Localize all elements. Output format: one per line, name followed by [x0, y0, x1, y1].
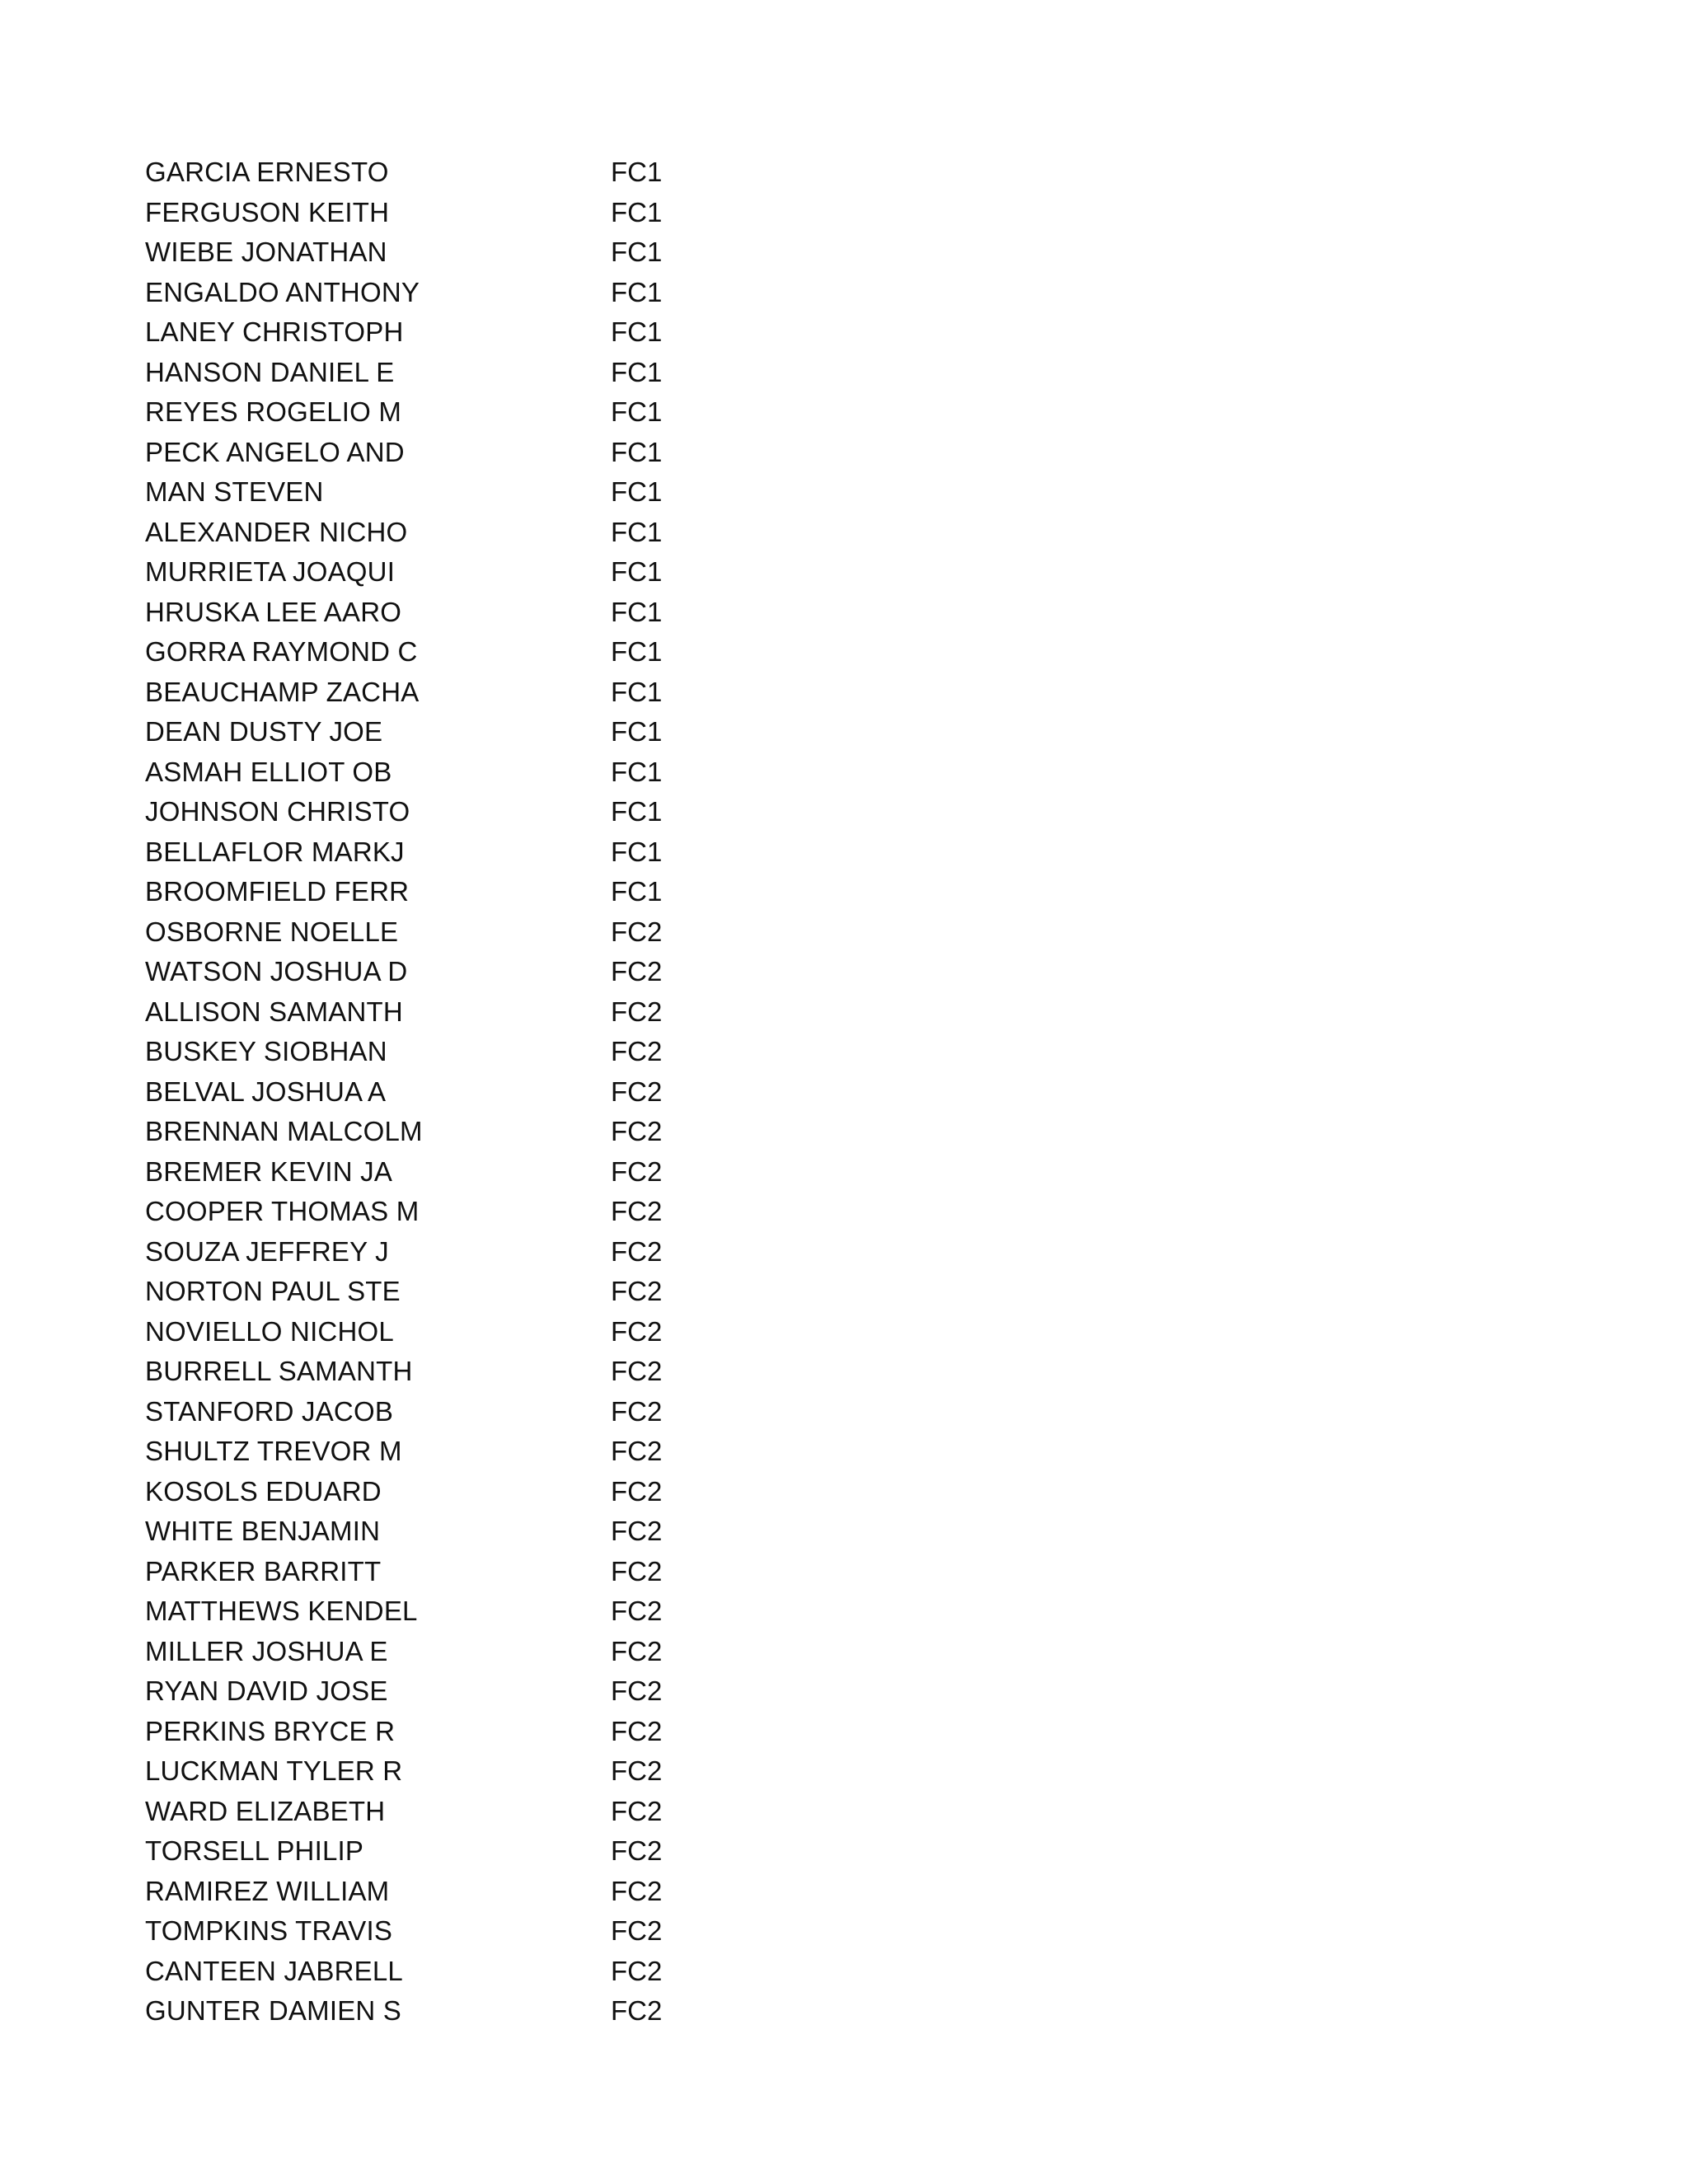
roster-row — [145, 1472, 722, 1512]
roster-name: WARD ELIZABETH — [145, 1795, 386, 1826]
roster-row — [145, 273, 722, 313]
roster-row — [145, 1312, 722, 1352]
roster-name: HANSON DANIEL E — [145, 356, 395, 387]
roster-row — [145, 992, 722, 1033]
roster-name: WHITE BENJAMIN — [145, 1516, 381, 1547]
roster-row — [145, 1432, 722, 1472]
roster-rate: FC1 — [611, 636, 663, 668]
roster-name: WIEBE JONATHAN — [145, 237, 387, 268]
roster-rate: FC1 — [611, 237, 663, 268]
roster-rate: FC1 — [611, 316, 663, 348]
roster-list — [145, 152, 722, 2032]
roster-name: BELLAFLOR MARKJ — [145, 836, 405, 867]
roster-rate: FC2 — [611, 1875, 663, 1906]
roster-row — [145, 1272, 722, 1312]
roster-row — [145, 1671, 722, 1712]
roster-row — [145, 1392, 722, 1432]
roster-name: MURRIETA JOAQUI — [145, 556, 396, 588]
roster-rate: FC2 — [611, 1755, 663, 1787]
roster-name: GORRA RAYMOND C — [145, 636, 418, 668]
roster-row — [145, 712, 722, 752]
roster-rate: FC2 — [611, 1915, 663, 1947]
roster-row — [145, 1831, 722, 1872]
roster-rate: FC2 — [611, 1076, 663, 1107]
roster-name: BELVAL JOSHUA A — [145, 1076, 387, 1107]
roster-name: BRENNAN MALCOLM — [145, 1116, 423, 1147]
roster-rate: FC1 — [611, 756, 663, 787]
roster-rate: FC2 — [611, 1835, 663, 1867]
roster-rate: FC1 — [611, 196, 663, 227]
roster-row — [145, 593, 722, 633]
roster-name: GARCIA ERNESTO — [145, 157, 389, 188]
roster-name: HRUSKA LEE AARO — [145, 596, 402, 627]
roster-name: CANTEEN JABRELL — [145, 1955, 403, 1986]
roster-name: RYAN DAVID JOSE — [145, 1675, 388, 1707]
roster-rate: FC2 — [611, 1715, 663, 1746]
roster-rate: FC2 — [611, 1276, 663, 1307]
roster-row — [145, 1991, 722, 2032]
roster-name: BUSKEY SIOBHAN — [145, 1036, 387, 1067]
roster-rate: FC2 — [611, 1395, 663, 1427]
roster-rate: FC1 — [611, 836, 663, 867]
roster-row — [145, 673, 722, 713]
roster-row — [145, 1591, 722, 1632]
roster-name: PERKINS BRYCE R — [145, 1715, 396, 1746]
roster-rate: FC2 — [611, 1356, 663, 1387]
roster-rate: FC2 — [611, 1795, 663, 1826]
roster-rate: FC2 — [611, 996, 663, 1027]
roster-row — [145, 1952, 722, 1992]
roster-row — [145, 792, 722, 832]
roster-row — [145, 1712, 722, 1752]
roster-row — [145, 513, 722, 553]
roster-rate: FC1 — [611, 716, 663, 748]
roster-name: BREMER KEVIN JA — [145, 1155, 393, 1187]
roster-name: MILLER JOSHUA E — [145, 1635, 388, 1666]
roster-name: MAN STEVEN — [145, 476, 324, 508]
roster-name: MATTHEWS KENDEL — [145, 1596, 418, 1627]
roster-rate: FC1 — [611, 676, 663, 707]
roster-rate: FC1 — [611, 516, 663, 547]
roster-row — [145, 433, 722, 473]
roster-name: LUCKMAN TYLER R — [145, 1755, 403, 1787]
roster-row — [145, 872, 722, 912]
roster-rate: FC2 — [611, 1315, 663, 1347]
roster-rate: FC1 — [611, 476, 663, 508]
roster-row — [145, 392, 722, 433]
roster-rate: FC1 — [611, 396, 663, 428]
roster-row — [145, 1632, 722, 1672]
roster-name: NOVIELLO NICHOL — [145, 1315, 394, 1347]
roster-row — [145, 1232, 722, 1272]
roster-name: BURRELL SAMANTH — [145, 1356, 413, 1387]
roster-rate: FC2 — [611, 1516, 663, 1547]
roster-rate: FC2 — [611, 1675, 663, 1707]
roster-row — [145, 1872, 722, 1912]
roster-name: KOSOLS EDUARD — [145, 1475, 382, 1507]
roster-rate: FC2 — [611, 1036, 663, 1067]
roster-rate: FC1 — [611, 356, 663, 387]
roster-name: JOHNSON CHRISTO — [145, 796, 410, 827]
roster-name: COOPER THOMAS M — [145, 1196, 420, 1227]
roster-row — [145, 632, 722, 673]
roster-name: SHULTZ TREVOR M — [145, 1436, 402, 1467]
roster-row — [145, 1072, 722, 1113]
roster-name: SOUZA JEFFREY J — [145, 1235, 389, 1267]
roster-row — [145, 152, 722, 193]
roster-name: BROOMFIELD FERR — [145, 876, 410, 907]
roster-rate: FC2 — [611, 1436, 663, 1467]
roster-row — [145, 1511, 722, 1552]
roster-rate: FC2 — [611, 1955, 663, 1986]
roster-row — [145, 832, 722, 873]
roster-row — [145, 1152, 722, 1193]
roster-rate: FC1 — [611, 796, 663, 827]
roster-name: REYES ROGELIO M — [145, 396, 402, 428]
roster-rate: FC2 — [611, 1555, 663, 1586]
roster-name: TORSELL PHILIP — [145, 1835, 364, 1867]
roster-name: TOMPKINS TRAVIS — [145, 1915, 393, 1947]
roster-rate: FC1 — [611, 876, 663, 907]
roster-name: PARKER BARRITT — [145, 1555, 382, 1586]
roster-rate: FC1 — [611, 436, 663, 467]
roster-name: LANEY CHRISTOPH — [145, 316, 404, 348]
roster-name: STANFORD JACOB — [145, 1395, 394, 1427]
roster-row — [145, 552, 722, 593]
roster-row — [145, 472, 722, 513]
roster-row — [145, 193, 722, 233]
roster-name: RAMIREZ WILLIAM — [145, 1875, 390, 1906]
roster-row — [145, 752, 722, 793]
roster-row — [145, 353, 722, 393]
roster-rate: FC2 — [611, 1155, 663, 1187]
roster-name: FERGUSON KEITH — [145, 196, 390, 227]
roster-row — [145, 1192, 722, 1232]
roster-rate: FC1 — [611, 596, 663, 627]
roster-rate: FC1 — [611, 276, 663, 307]
roster-row — [145, 1792, 722, 1832]
roster-name: WATSON JOSHUA D — [145, 956, 408, 987]
roster-row — [145, 232, 722, 273]
roster-row — [145, 1032, 722, 1072]
roster-row — [145, 952, 722, 992]
roster-rate: FC2 — [611, 956, 663, 987]
roster-rate: FC2 — [611, 1475, 663, 1507]
roster-rate: FC1 — [611, 556, 663, 588]
roster-name: GUNTER DAMIEN S — [145, 1995, 402, 2027]
roster-name: PECK ANGELO AND — [145, 436, 405, 467]
roster-rate: FC2 — [611, 1116, 663, 1147]
roster-name: ALLISON SAMANTH — [145, 996, 403, 1027]
roster-name: NORTON PAUL STE — [145, 1276, 401, 1307]
roster-rate: FC1 — [611, 157, 663, 188]
roster-row — [145, 912, 722, 953]
roster-rate: FC2 — [611, 1596, 663, 1627]
roster-row — [145, 1112, 722, 1152]
roster-rate: FC2 — [611, 1235, 663, 1267]
roster-name: ENGALDO ANTHONY — [145, 276, 420, 307]
roster-name: DEAN DUSTY JOE — [145, 716, 383, 748]
roster-row — [145, 1352, 722, 1392]
roster-row — [145, 1751, 722, 1792]
roster-name: ALEXANDER NICHO — [145, 516, 408, 547]
roster-rate: FC2 — [611, 1196, 663, 1227]
roster-row — [145, 312, 722, 353]
roster-rate: FC2 — [611, 1995, 663, 2027]
roster-rate: FC2 — [611, 916, 663, 947]
roster-row — [145, 1552, 722, 1592]
roster-rate: FC2 — [611, 1635, 663, 1666]
roster-name: OSBORNE NOELLE — [145, 916, 399, 947]
roster-name: ASMAH ELLIOT OB — [145, 756, 392, 787]
roster-name: BEAUCHAMP ZACHA — [145, 676, 420, 707]
roster-row — [145, 1911, 722, 1952]
